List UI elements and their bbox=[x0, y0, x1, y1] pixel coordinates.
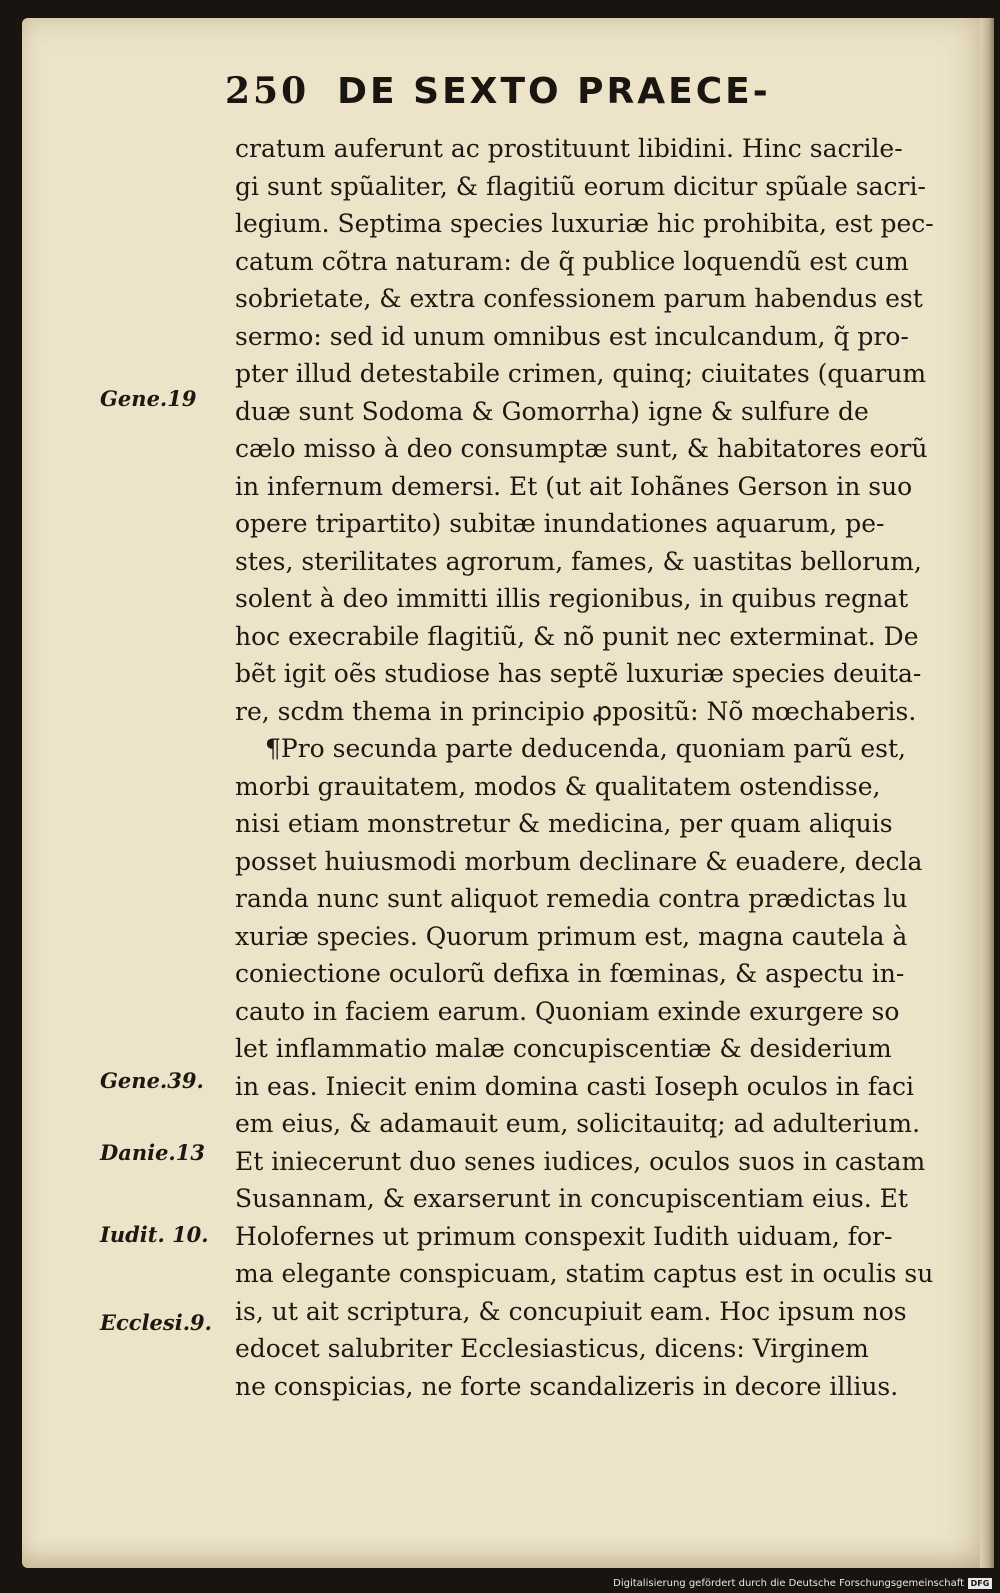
digitization-footer bbox=[613, 1575, 992, 1591]
running-title: DE SEXTO PRAECE- bbox=[337, 71, 771, 112]
margin-note-genesis-19: Gene.19 bbox=[100, 386, 197, 411]
text-line: Susannam, & exarserunt in concupiscentiam eius. Et bbox=[235, 1184, 908, 1213]
text-line: legium. Septima species luxuriæ hic prohibita, est pec- bbox=[235, 209, 934, 238]
text-line: coniectione oculorũ defixa in fœminas, & aspectu in- bbox=[235, 959, 905, 988]
text-line: Holofernes ut primum conspexit Iudith uiduam, for- bbox=[235, 1221, 893, 1251]
text-line: bẽt igit oẽs studiose has septẽ luxuriæ species deuita- bbox=[235, 659, 922, 688]
text-line: catum cõtra naturam: de q̃ publice loquendũ est cum bbox=[235, 246, 909, 276]
text-line: duæ sunt Sodoma & Gomorrha) igne & sulfure de bbox=[235, 396, 869, 426]
text-line: xuriæ species. Quorum primum est, magna cautela à bbox=[235, 921, 908, 951]
page-fore-edge bbox=[980, 18, 994, 1568]
text-line: Et iniecerunt duo senes iudices, oculos suos in castam bbox=[235, 1146, 926, 1176]
text-line: nisi etiam monstretur & medicina, per quam aliquis bbox=[235, 809, 893, 838]
text-line: opere tripartito) subitæ inundationes aquarum, pe- bbox=[235, 509, 885, 538]
margin-note-ecclesiasticus-9: Ecclesi.9. bbox=[100, 1310, 212, 1335]
text-line: re, scdm thema in principio ꝓpositũ: Nõ mœchaberis. bbox=[235, 696, 917, 726]
paragraph-start-line: ¶Pro secunda parte deducenda, quoniam parũ est, bbox=[265, 734, 906, 763]
text-line: sermo: sed id unum omnibus est inculcandum, q̃ pro- bbox=[235, 321, 909, 351]
text-line: ne conspicias, ne forte scandalizeris in decore illius. bbox=[235, 1371, 899, 1401]
text-line: in infernum demersi. Et (ut ait Iohãnes Gerson in suo bbox=[235, 471, 913, 501]
margin-note-judith-10: Iudit. 10. bbox=[100, 1222, 209, 1247]
text-line: em eius, & adamauit eum, solicitauitq; ad adulterium. bbox=[235, 1109, 921, 1138]
text-line: ma elegante conspicuam, statim captus est in oculis su bbox=[235, 1259, 934, 1288]
text-line: in eas. Iniecit enim domina casti Ioseph oculos in faci bbox=[235, 1071, 914, 1101]
text-line: solent à deo immitti illis regionibus, in quibus regnat bbox=[235, 584, 909, 613]
text-line: cauto in faciem earum. Quoniam exinde exurgere so bbox=[235, 996, 900, 1026]
digitization-credit: Digitalisierung gefördert durch die Deutsche Forschungsgemeinschaft bbox=[613, 1577, 964, 1589]
text-line: edocet salubriter Ecclesiasticus, dicens: Virginem bbox=[235, 1334, 869, 1363]
text-line: hoc execrabile flagitiũ, & nõ punit nec exterminat. De bbox=[235, 621, 919, 651]
text-line: pter illud detestabile crimen, quinq; ciuitates (quarum bbox=[235, 359, 927, 388]
text-line: is, ut ait scriptura, & concupiuit eam. Hoc ipsum nos bbox=[235, 1296, 907, 1326]
text-line: gi sunt spũaliter, & flagitiũ eorum dicitur spũale sacri- bbox=[235, 171, 926, 201]
text-line: cratum auferunt ac prostituunt libidini. Hinc sacrile- bbox=[235, 134, 903, 163]
text-line: let inflammatio malæ concupiscentiæ & desiderium bbox=[235, 1034, 892, 1063]
text-line: cælo misso à deo consumptæ sunt, & habitatores eorũ bbox=[235, 434, 928, 463]
text-line: morbi grauitatem, modos & qualitatem ostendisse, bbox=[235, 771, 881, 801]
text-line: randa nunc sunt aliquot remedia contra prædictas lu bbox=[235, 884, 908, 913]
dfg-logo: DFG bbox=[968, 1578, 992, 1589]
body-text bbox=[235, 130, 940, 1405]
running-header bbox=[225, 70, 795, 120]
margin-note-daniel-13: Danie.13 bbox=[100, 1140, 205, 1165]
margin-note-genesis-39: Gene.39. bbox=[100, 1068, 204, 1093]
text-line: sobrietate, & extra confessionem parum habendus est bbox=[235, 284, 923, 313]
text-line: posset huiusmodi morbum declinare & euadere, decla bbox=[235, 846, 923, 876]
text-line: stes, sterilitates agrorum, fames, & uastitas bellorum, bbox=[235, 546, 922, 576]
page-number: 250 bbox=[225, 70, 310, 112]
